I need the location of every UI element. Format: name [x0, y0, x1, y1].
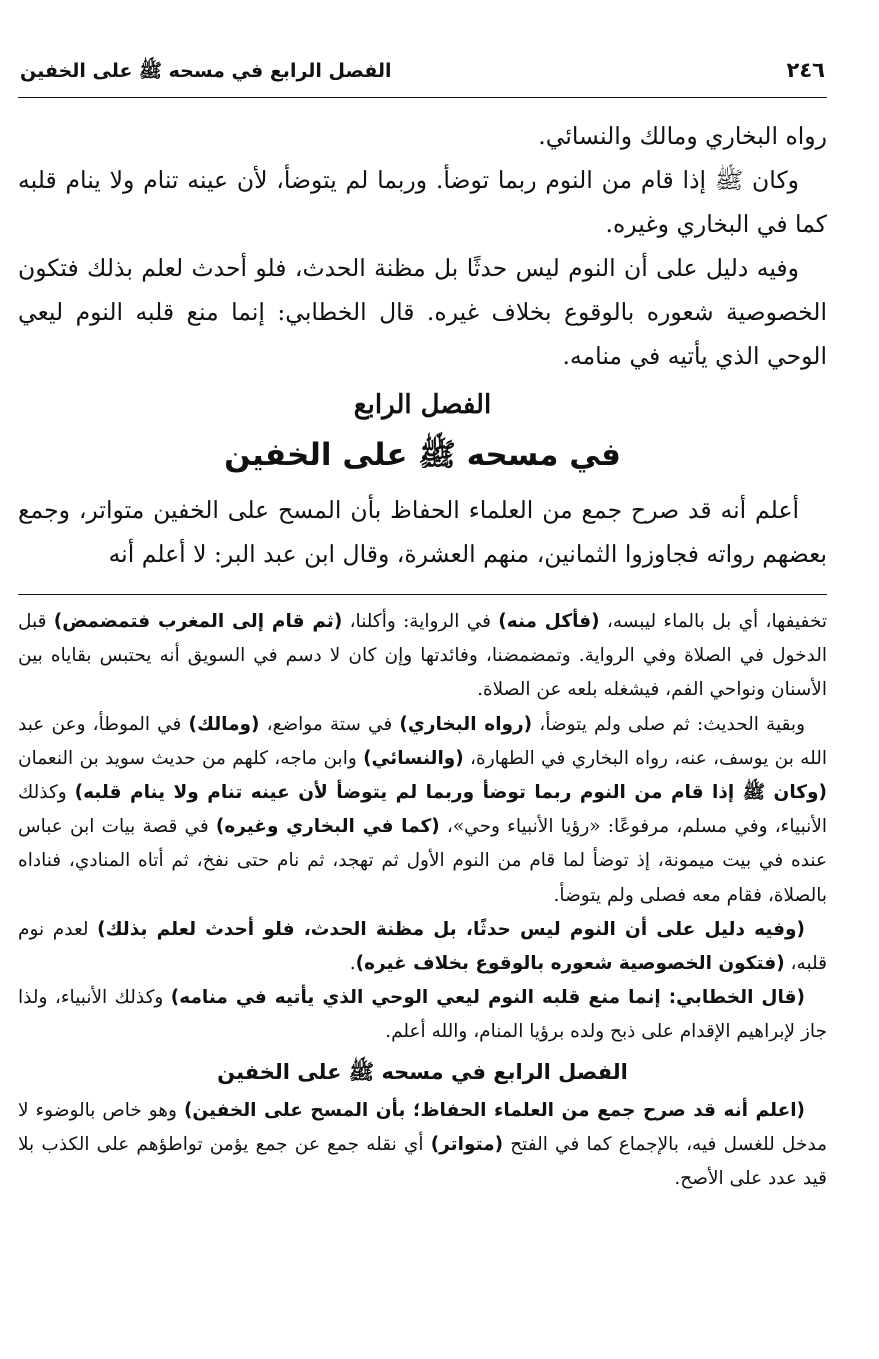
note-quote: (فتكون الخصوصية شعوره بالوقوع بخلاف غيره): [355, 953, 785, 975]
note-text: في قصة بيات ابن عباس عنده في بيت ميمونة، إذ توضأ لما قام من النوم الأول ثم تهجد، ثم نام حتى نفخ، ثم أتاه المنادي، فناداه بالصلاة، فقام معه فصلى ولم يتوضأ.: [18, 816, 827, 906]
commentary-notes: [18, 605, 827, 1196]
book-page: [18, 58, 827, 1359]
note-quote: (رواه البخاري): [399, 713, 533, 735]
note-text: في الموطأ، وعن عبد الله بن يوسف، عنه، رواه البخاري في الطهارة،: [18, 713, 827, 769]
running-title: الفصل الرابع في مسحه ﷺ على الخفين: [20, 60, 392, 82]
note-text: أي نقله جمع عن جمع يؤمن تواطؤهم على الكذب بلا قيد عدد على الأصح.: [18, 1133, 827, 1190]
note-quote: (ثم قام إلى المغرب فتمضمض): [53, 611, 343, 632]
main-paragraph-3: وفيه دليل على أن النوم ليس حدثًا بل مظنة الحدث، فلو أحدث لعلم بذلك فتكون الخصوصية شعوره بالوقوع بخلاف غيره. قال الخطابي: إنما منع قلبه النوم ليعي الوحي الذي يأتيه في منامه.: [18, 254, 827, 370]
note-quote: (وفيه دليل على أن النوم ليس حدثًا، بل مظنة الحدث، فلو أحدث لعلم بذلك): [97, 918, 805, 940]
main-paragraph-2: وكان ﷺ إذا قام من النوم ربما توضأ. وربما لم يتوضأ، لأن عينه تنام ولا ينام قلبه كما في البخاري وغيره.: [18, 166, 827, 238]
note-text: لعدم نوم قلبه،: [18, 918, 827, 975]
note-text: وكذلك الأنبياء، ولذا جاز لإبراهيم الإقدام على ذبح ولده برؤيا المنام، والله أعلم.: [18, 987, 827, 1043]
running-header: [18, 58, 827, 98]
chapter-title: في مسحه ﷺ على الخفين: [224, 437, 621, 473]
note-quote: (والنسائي): [363, 747, 464, 769]
note-paragraph-1: [18, 605, 827, 708]
main-paragraph-1: رواه البخاري ومالك والنسائي.: [538, 122, 827, 150]
note-text: في الرواية: وأكلنا،: [342, 611, 499, 632]
note-text: وابن ماجه، كلهم من حديث سويد بن النعمان: [18, 747, 364, 769]
page-number: ٢٤٦: [786, 58, 825, 82]
note-quote: (متواتر): [430, 1133, 504, 1155]
note-paragraph-3: [18, 913, 827, 981]
note-quote: (كما في البخاري وغيره): [215, 816, 440, 838]
main-paragraph-4: أعلم أنه قد صرح جمع من العلماء الحفاظ بأن المسح على الخفين متواتر، وجمع بعضهم رواته فجاوزوا الثمانين، منهم العشرة، وقال ابن عبد البر: لا أعلم أنه: [18, 496, 827, 568]
footnote-divider: [18, 594, 827, 595]
note-quote: (وكان ﷺ إذا قام من النوم ربما توضأ وربما لم يتوضأ لأن عينه تنام ولا ينام قلبه): [74, 782, 828, 804]
notes-chapter-heading: الفصل الرابع في مسحه ﷺ على الخفين: [217, 1059, 628, 1084]
main-text: [18, 114, 827, 576]
note-quote: (ومالك): [188, 713, 260, 735]
note-text: قبل الدخول في الصلاة وفي الرواية. وتمضمضنا، وفائدتها وإن كان لا دسم في السويق أنه يحتبس بقاياه بين الأسنان ونواحي الفم، فيشغله بلعه عن الصلاة.: [18, 611, 827, 701]
note-text: .: [349, 953, 356, 975]
note-paragraph-4: [18, 981, 827, 1049]
note-text: وبقية الحديث: ثم صلى ولم يتوضأ،: [532, 713, 806, 735]
note-text: تخفيفها، أي بل بالماء ليبسه،: [599, 611, 828, 632]
chapter-label: الفصل الرابع: [353, 390, 492, 420]
note-text: وهو خاص بالوضوء لا مدخل للغسل فيه، بالإجماع كما في الفتح: [18, 1099, 827, 1155]
note-text: في ستة مواضع،: [259, 713, 400, 735]
note-paragraph-5: [18, 1094, 827, 1197]
note-quote: (فأكل منه): [498, 611, 600, 632]
note-text: وكذلك الأنبياء، وفي مسلم، مرفوعًا: «رؤيا الأنبياء وحي»،: [18, 782, 828, 838]
note-quote: (اعلم أنه قد صرح جمع من العلماء الحفاظ؛ بأن المسح على الخفين): [183, 1099, 805, 1121]
note-quote: (قال الخطابي: إنما منع قلبه النوم ليعي الوحي الذي يأتيه في منامه): [170, 987, 805, 1009]
note-paragraph-2: [18, 708, 827, 913]
